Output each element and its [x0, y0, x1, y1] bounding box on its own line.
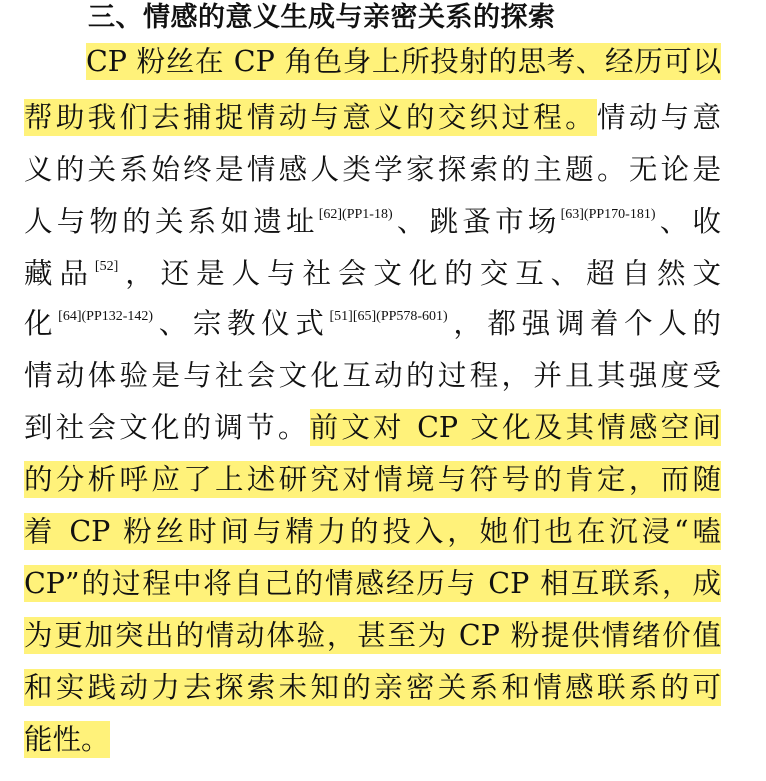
text-line-8 [24, 408, 721, 448]
body-text: ，都强调着个人的 [447, 307, 721, 340]
text-line-9 [24, 460, 721, 500]
citation-ref: [63](PP170-181) [560, 207, 656, 222]
body-text: 到社会文化的调节。 [24, 411, 310, 444]
body-text: ，还是人与社会文化的交互、超自然文 [118, 257, 721, 290]
text-line-13 [24, 668, 721, 708]
text-line-12 [24, 616, 721, 656]
body-text: 义的关系始终是情感人类学家探索的主题。无论是 [24, 153, 721, 186]
text-line-2 [24, 98, 721, 138]
citation-ref: [52] [94, 259, 119, 274]
text-line-6 [24, 304, 721, 344]
text-line-7 [24, 356, 721, 396]
text-line-5 [24, 254, 721, 294]
body-text: 化 [24, 307, 59, 340]
body-text: 、跳蚤市场 [392, 205, 561, 238]
body-text: 、收 [655, 205, 721, 238]
text-line-1 [86, 42, 721, 82]
text-line-4 [24, 202, 721, 242]
citation-ref: [62](PP1-18) [318, 207, 393, 222]
text-line-10 [24, 512, 721, 552]
body-text: 情动与意 [596, 101, 721, 134]
section-heading: 三、情感的意义生成与亲密关系的探索 [88, 2, 556, 33]
text-line-11 [24, 564, 721, 604]
body-text: 人与物的关系如遗址 [24, 205, 319, 238]
text-line-14 [24, 720, 721, 760]
citation-ref: [64](PP132-142) [58, 309, 154, 324]
highlighted-text: 前文对 CP 文化及其情感空间 [309, 411, 721, 444]
highlighted-text: 着 CP 粉丝时间与精力的投入，她们也在沉浸“嗑 [24, 515, 721, 548]
highlighted-text: 为更加突出的情动体验，甚至为 CP 粉提供情绪价值 [24, 619, 721, 652]
highlighted-text: CP 粉丝在 CP 角色身上所投射的思考、经历可以 [86, 45, 721, 78]
highlighted-text: 帮助我们去捕捉情动与意义的交织过程。 [24, 101, 597, 134]
body-text: 藏品 [24, 257, 95, 290]
body-text: 、宗教仪式 [153, 307, 330, 340]
text-line-3 [24, 150, 721, 190]
highlighted-text: CP”的过程中将自己的情感经历与 CP 相互联系，成 [24, 567, 721, 600]
highlighted-text: 能性。 [24, 723, 110, 756]
highlighted-text: 和实践动力去探索未知的亲密关系和情感联系的可 [24, 671, 721, 704]
body-text: 情动体验是与社会文化互动的过程，并且其强度受 [24, 359, 721, 392]
highlighted-text: 的分析呼应了上述研究对情境与符号的肯定，而随 [24, 463, 721, 496]
citation-ref: [51][65](PP578-601) [329, 309, 448, 324]
